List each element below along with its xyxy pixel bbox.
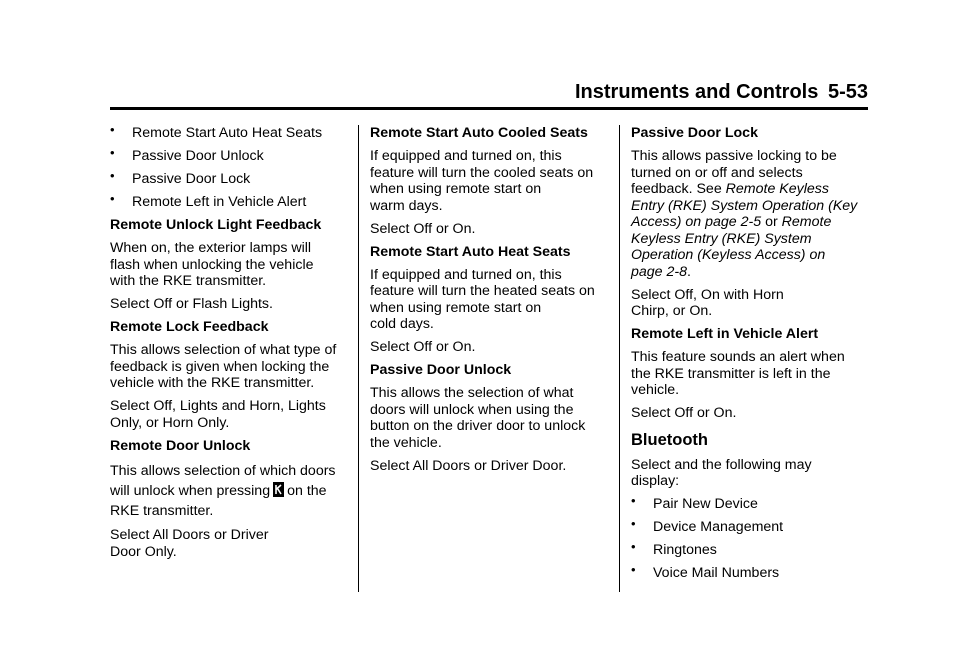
cross-reference: Operation (Keyless Access) on [631,247,826,263]
cross-reference: Access) on page 2-5 [631,214,762,230]
paragraph: This allows passive locking to be turned on or off and selects feedback. See Remote Keyless Entry (RKE) System Operation (Key Access) on page 2-5 or Remote Keyless Entry (RKE) System Operation (Keyless Access) on page 2-8. [631,148,858,280]
column-1 [110,122,350,567]
section-heading: Remote Start Auto Heat Seats [370,243,571,260]
cross-reference: Remote [781,214,832,230]
paragraph: This allows selection of what type of feedback is given when locking the vehicle with the RKE transmitter. [110,342,337,391]
paragraph: This allows selection of which doors will unlock when pressing on the RKE transmitter. [110,462,336,519]
list-item: • Remote Start Auto Heat Seats [110,122,323,141]
paragraph: Select and the following may display: [631,456,812,489]
paragraph: Select Off or On. [631,405,737,421]
column-2 [370,125,610,481]
paragraph: Select Off, On with Horn Chirp, or On. [631,286,784,319]
cross-reference: Keyless Entry (RKE) System [631,230,812,247]
list-item: • Pair New Device [631,493,758,512]
paragraph: This feature sounds an alert when the RKE transmitter is left in the vehicle. [631,349,845,398]
section-heading: Remote Left in Vehicle Alert [631,326,819,342]
list-item: • Voice Mail Numbers [631,562,780,581]
section-heading: Passive Door Unlock [370,362,512,378]
column-divider [358,125,359,592]
bullet-icon: • [631,562,636,577]
column-3 [631,125,871,588]
bullet-icon: • [631,539,636,554]
paragraph: Select Off or Flash Lights. [110,296,273,312]
section-heading: Passive Door Lock [631,125,758,141]
section-heading: Remote Lock Feedback [110,319,269,335]
list-item: • Ringtones [631,539,717,558]
bullet-icon: • [631,516,636,531]
section-heading: Remote Door Unlock [110,437,251,454]
remote-unlock-key-icon [273,482,284,497]
paragraph: Select Off or On. [370,220,476,237]
paragraph: If equipped and turned on, this feature will turn the heated seats on when using remote start on cold days. [370,266,595,332]
cross-reference: page 2-8 [631,263,688,280]
paragraph: Select All Doors or Driver Door Only. [110,527,269,560]
paragraph: Select Off, Lights and Horn, Lights Only, or Horn Only. [110,398,326,431]
page-header-title: Instruments and Controls [575,81,819,103]
bluetooth-heading: Bluetooth [631,430,708,449]
section-heading: Remote Unlock Light Feedback [110,217,322,233]
paragraph: Select All Doors or Driver Door. [370,457,567,474]
paragraph: When on, the exterior lamps will flash when unlocking the vehicle with the RKE transmitter. [110,240,314,289]
cross-reference: Entry (RKE) System Operation (Key [631,197,858,214]
bullet-icon: • [110,168,115,183]
bullet-icon: • [110,191,115,206]
bullet-icon: • [110,122,115,137]
list-item: • Remote Left in Vehicle Alert [110,191,307,210]
paragraph: This allows the selection of what doors will unlock when using the button on the driver door to unlock the vehicle. [370,385,586,451]
paragraph: If equipped and turned on, this feature will turn the cooled seats on when using remote start on warm days. [370,148,594,214]
paragraph: Select Off or On. [370,339,476,355]
bullet-icon: • [631,493,636,508]
cross-reference: Remote Keyless [725,181,829,197]
column-divider [619,125,620,592]
bullet-icon: • [110,145,115,160]
page-number: 5-53 [828,81,869,103]
list-item: • Passive Door Unlock [110,145,264,164]
header-rule [110,107,868,110]
list-item: • Device Management [631,516,784,535]
section-heading: Remote Start Auto Cooled Seats [370,125,588,141]
list-item: • Passive Door Lock [110,168,251,187]
